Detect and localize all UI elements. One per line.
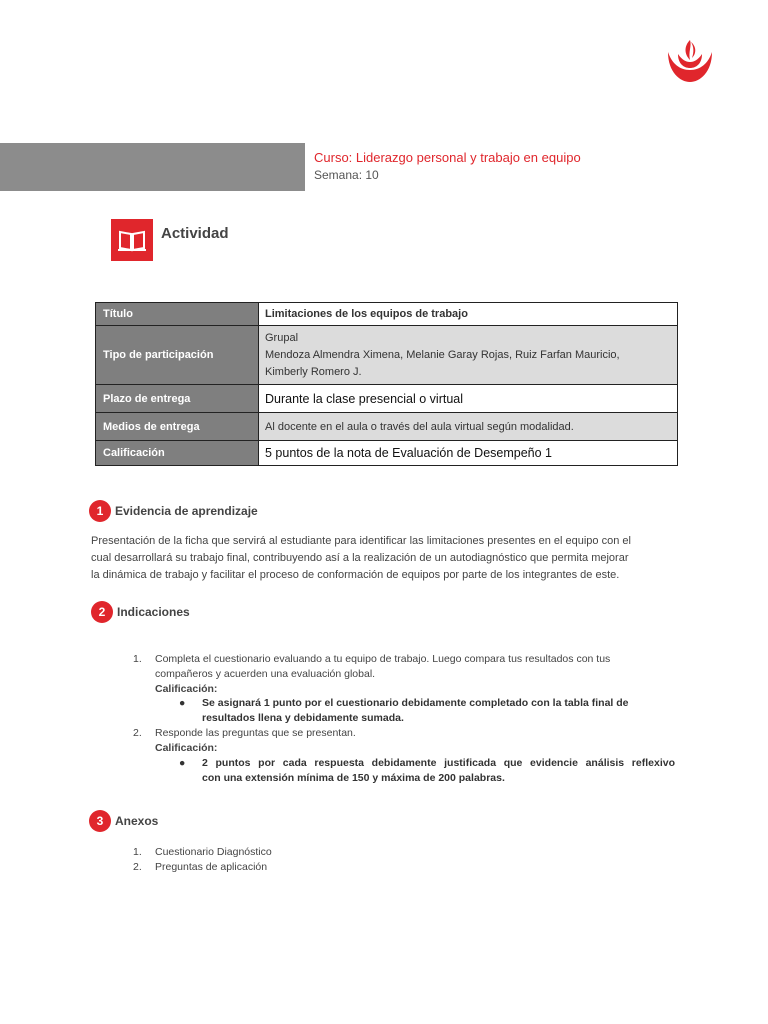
section-number-badge: 3 [89, 810, 111, 832]
bullet-icon: ● [179, 697, 186, 709]
course-header [314, 149, 581, 184]
row-label: Calificación [96, 441, 259, 466]
item-text: compañeros y acuerden una evaluación global. [155, 668, 376, 680]
item-number: 1. [133, 846, 142, 858]
bullet-text: Se asignará 1 punto por el cuestionario debidamente completado con la tabla final de [202, 697, 629, 709]
section-evidence [89, 500, 258, 522]
row-label: Medios de entrega [96, 413, 259, 441]
bullet-text: 2 puntos por cada respuesta debidamente justificada que evidencie análisis reflexivo [202, 757, 675, 769]
section-indications [91, 601, 190, 623]
section-title: Indicaciones [117, 605, 190, 619]
section-number-badge: 2 [91, 601, 113, 623]
section-title: Anexos [115, 814, 159, 828]
annex-label: Cuestionario Diagnóstico [155, 846, 272, 858]
table-row [96, 303, 678, 326]
grade-label: Calificación: [155, 683, 218, 695]
section-annexes [89, 810, 158, 832]
row-value: Durante la clase presencial o virtual [259, 385, 678, 413]
activity-info-table [95, 302, 678, 466]
book-icon [111, 219, 153, 261]
table-row [96, 413, 678, 441]
row-value: 5 puntos de la nota de Evaluación de Desempeño 1 [259, 441, 678, 466]
table-row [96, 326, 678, 385]
activity-title: Actividad [161, 225, 229, 242]
table-row [96, 441, 678, 466]
annex-label: Preguntas de aplicación [155, 861, 268, 873]
header-band [0, 143, 305, 191]
grade-label: Calificación: [155, 742, 218, 754]
item-number: 2. [133, 727, 142, 739]
team-members: Mendoza Almendra Ximena, Melanie Garay Rojas, Ruiz Farfan Mauricio, [265, 348, 620, 361]
table-row [96, 385, 678, 413]
bullet-icon: ● [179, 757, 186, 769]
course-title: Curso: Liderazgo personal y trabajo en equipo [314, 150, 581, 165]
row-value: Al docente en el aula o través del aula virtual según modalidad. [259, 413, 678, 441]
row-label: Tipo de participación [96, 326, 259, 385]
university-logo [664, 38, 716, 84]
item-text: Responde las preguntas que se presentan. [155, 727, 356, 739]
paragraph-line: cual desarrollará su trabajo final, contribuyendo así a la realización de un autodiagnóstico que permita mejorar [91, 552, 629, 564]
evidence-paragraph [91, 533, 678, 584]
item-text: Completa el cuestionario evaluando a tu equipo de trabajo. Luego compara tus resultados con tus [155, 653, 611, 665]
section-title: Evidencia de aprendizaje [115, 504, 258, 518]
bullet-text: resultados llena y debidamente sumada. [202, 712, 404, 724]
item-number: 2. [133, 861, 142, 873]
course-week: Semana: 10 [314, 168, 379, 182]
item-number: 1. [133, 653, 142, 665]
paragraph-line: Presentación de la ficha que servirá al estudiante para identificar las limitaciones presentes en el equipo con el [91, 535, 631, 547]
row-label: Título [96, 303, 259, 326]
participation-type: Grupal [265, 331, 299, 344]
row-value [259, 326, 678, 385]
bullet-text: con una extensión mínima de 150 y máxima de 200 palabras. [202, 772, 505, 784]
paragraph-line: la dinámica de trabajo y facilitar el proceso de conformación de equipos por parte de los integrantes de este. [91, 569, 620, 581]
row-label: Plazo de entrega [96, 385, 259, 413]
row-value: Limitaciones de los equipos de trabajo [259, 303, 678, 326]
section-number-badge: 1 [89, 500, 111, 522]
team-members-cont: Kimberly Romero J. [265, 365, 362, 378]
